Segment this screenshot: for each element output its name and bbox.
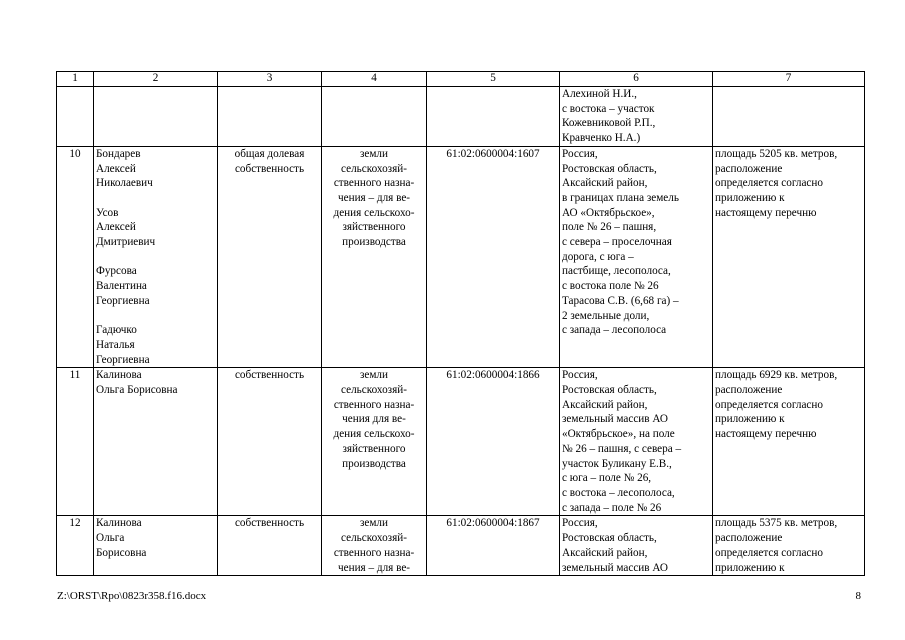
address-cell: [560, 87, 713, 147]
column-header-1: 1: [57, 72, 94, 87]
land-plots-table: [56, 71, 865, 576]
note-cell: [713, 146, 865, 368]
land-category-text: земли сельскохозяй- ственного назна- чения – для ве- дения сельскохо- зяйственного производства: [333, 147, 415, 249]
address-text: Россия, Ростовская область, Аксайский район, земельный массив АО: [562, 517, 668, 574]
address-cell: [560, 516, 713, 576]
column-header-3: 3: [218, 72, 322, 87]
column-header-6: 6: [560, 72, 713, 87]
note-text: площадь 5205 кв. метров, расположение определяется согласно приложению к настоящему перечню: [715, 147, 838, 219]
cadastral-number-text: 61:02:0600004:1607: [446, 147, 540, 160]
column-header-4: 4: [322, 72, 427, 87]
address-text: Россия, Ростовская область, Аксайский район, земельный массив АО «Октябрьское», на поле № 26 – пашня, с севера – участок Буликану Е.В., с юга – поле № 26, с востока – лесополоса, с запада – поле № 26: [562, 369, 682, 514]
row-number: [57, 368, 94, 516]
right-type-cell: [218, 146, 322, 368]
right-type-text: собственность: [234, 517, 305, 530]
owner-text: Бондарев Алексей Николаевич Усов Алексей Дмитриевич Фурсова Валентина Георгиевна Гадючко Наталья Георгиевна: [96, 147, 156, 366]
owner-text: Калинова Ольга Борисовна: [96, 369, 178, 397]
address-text: Россия, Ростовская область, Аксайский район, в границах плана земель АО «Октябрьское», поле № 26 – пашня, с севера – проселочная дорога, с юга – пастбище, лесополоса, с востока поле № 26 Тарасова С.В. (6,68 га) – 2 земельные доли, с запада – лесополоса: [562, 147, 679, 337]
note-cell: [713, 87, 865, 147]
address-text: Алехиной Н.И., с востока – участок Кожевниковой Р.П., Кравченко Н.А.): [562, 88, 656, 145]
land-category-cell: [322, 516, 427, 576]
table-row: [57, 146, 865, 368]
right-type-cell: [218, 87, 322, 147]
file-path-footer: Z:\ORST\Rpo\0823r358.f16.docx: [57, 590, 207, 602]
address-cell: [560, 368, 713, 516]
row-number-text: 12: [69, 517, 81, 530]
right-type-text: общая долевая собственность: [234, 147, 305, 175]
land-category-cell: [322, 368, 427, 516]
cadastral-number-text: 61:02:0600004:1867: [446, 517, 540, 530]
row-number: [57, 146, 94, 368]
cadastral-number-text: 61:02:0600004:1866: [446, 369, 540, 382]
header-row: [57, 72, 865, 87]
note-cell: [713, 368, 865, 516]
land-category-cell: [322, 146, 427, 368]
address-cell: [560, 146, 713, 368]
right-type-text: собственность: [234, 369, 305, 382]
land-category-text: земли сельскохозяй- ственного назна- чения – для ве-: [333, 517, 415, 574]
owner-cell: [94, 516, 218, 576]
right-type-cell: [218, 368, 322, 516]
note-text: площадь 6929 кв. метров, расположение определяется согласно приложению к настоящему перечню: [715, 369, 838, 441]
row-number-text: 10: [69, 147, 81, 160]
cadastral-number-cell: [427, 368, 560, 516]
page-number: 8: [855, 590, 861, 602]
owner-text: Калинова Ольга Борисовна: [96, 517, 147, 559]
row-number: [57, 87, 94, 147]
note-cell: [713, 516, 865, 576]
column-header-2: 2: [94, 72, 218, 87]
land-category-cell: [322, 87, 427, 147]
owner-cell: [94, 87, 218, 147]
land-category-text: земли сельскохозяй- ственного назна- чения для ве- дения сельскохо- зяйственного производства: [333, 369, 415, 470]
cadastral-number-cell: [427, 516, 560, 576]
cadastral-number-cell: [427, 87, 560, 147]
column-header-7: 7: [713, 72, 865, 87]
row-number-text: 11: [69, 369, 81, 382]
column-header-5: 5: [427, 72, 560, 87]
cadastral-number-cell: [427, 146, 560, 368]
table-row: [57, 516, 865, 576]
owner-cell: [94, 368, 218, 516]
row-number: [57, 516, 94, 576]
owner-cell: [94, 146, 218, 368]
right-type-cell: [218, 516, 322, 576]
note-text: площадь 5375 кв. метров, расположение определяется согласно приложению к: [715, 517, 838, 574]
table-row: [57, 368, 865, 516]
table-row: [57, 87, 865, 147]
